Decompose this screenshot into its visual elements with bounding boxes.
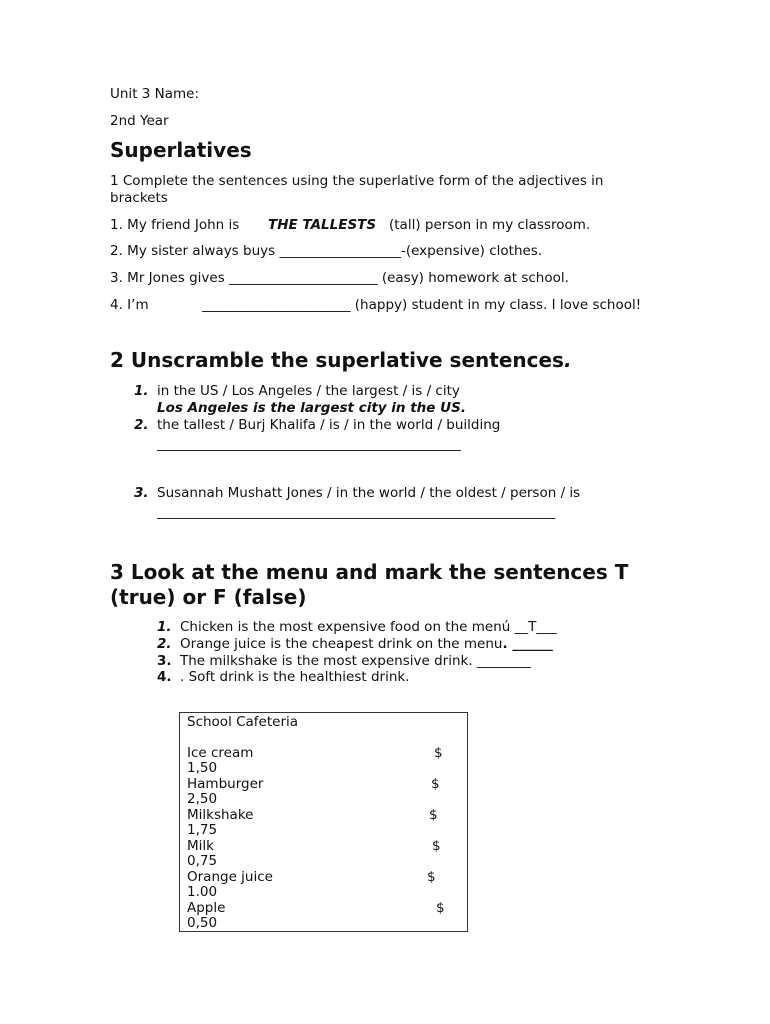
section3-item-1-number: 1. (157, 619, 172, 635)
menu-item-currency: $ (431, 776, 440, 792)
section2-item-3-number: 3. (134, 485, 149, 501)
section3-item-2 (180, 636, 553, 652)
section1-item-1-answer: THE TALLESTS (268, 217, 377, 233)
section3-item-1-text: Chicken is the most expensive food on the menú __T___ (180, 619, 557, 635)
menu-item-price: 0,75 (187, 853, 218, 869)
section1-item-1-prefix: 1. My friend John is (110, 217, 240, 233)
section3-item-4-number: 4. (157, 669, 172, 685)
section2-item-1-answer: Los Angeles is the largest city in the US. (157, 400, 466, 416)
section3-title-line2: (true) or F (false) (110, 585, 307, 609)
section3-title-line1: 3 Look at the menu and mark the sentences T (110, 560, 629, 584)
year-label: 2nd Year (110, 113, 169, 129)
menu-item-price: 1,50 (187, 760, 218, 776)
menu-item-price: 0,50 (187, 915, 218, 931)
section1-item-4-suffix: ______________________ (happy) student in my class. I love school! (202, 297, 642, 313)
menu-item-name: Milkshake (187, 807, 254, 823)
section2-title-text: 2 Unscramble the superlative sentences (110, 348, 564, 372)
section1-item-4-prefix: 4. I’m (110, 297, 149, 313)
section2-title-period: . (563, 348, 572, 372)
section2-item-1-number: 1. (134, 383, 149, 399)
unit-name-label: Unit 3 Name: (110, 86, 200, 102)
menu-item-name: Milk (187, 838, 214, 854)
menu-item-currency: $ (429, 807, 438, 823)
section3-item-3-number: 3. (157, 653, 172, 669)
section2-item-2-text: the tallest / Burj Khalifa / is / in the world / building (157, 417, 501, 433)
menu-item-price: 1.00 (187, 884, 218, 900)
section1-item-2: 2. My sister always buys __________________-(expensive) clothes. (110, 243, 543, 259)
section3-item-4-text: . Soft drink is the healthiest drink. (180, 669, 410, 685)
menu-item-currency: $ (434, 745, 443, 761)
menu-item-currency: $ (436, 900, 445, 916)
menu-item-name: Ice cream (187, 745, 254, 761)
section1-item-1-suffix: (tall) person in my classroom. (389, 217, 591, 233)
section1-item-3: 3. Mr Jones gives ______________________ (easy) homework at school. (110, 270, 569, 286)
menu-item-name: Orange juice (187, 869, 273, 885)
section1-title: Superlatives (110, 138, 252, 162)
section2-item-1-text: in the US / Los Angeles / the largest / is / city (157, 383, 460, 399)
section2-item-3-text: Susannah Mushatt Jones / in the world / the oldest / person / is (157, 485, 581, 501)
menu-item-currency: $ (432, 838, 441, 854)
section2-item-2-blank[interactable]: _____________________________________________ (157, 436, 461, 452)
menu-title: School Cafeteria (187, 714, 299, 730)
menu-item-name: Hamburger (187, 776, 264, 792)
section3-item-2-bold-end: . ______ (502, 636, 553, 652)
section1-instruction-line2: brackets (110, 190, 168, 206)
menu-item-price: 1,75 (187, 822, 218, 838)
section1-instruction-line1: 1 Complete the sentences using the superlative form of the adjectives in (110, 173, 604, 189)
section3-item-2-number: 2. (157, 636, 172, 652)
menu-item-price: 2,50 (187, 791, 218, 807)
menu-item-currency: $ (427, 869, 436, 885)
section3-item-3-text: The milkshake is the most expensive drink. ________ (180, 653, 531, 669)
section2-title (110, 348, 572, 372)
menu-item-name: Apple (187, 900, 226, 916)
section3-item-2-text: Orange juice is the cheapest drink on the menu (180, 636, 503, 652)
cafeteria-menu-box (179, 712, 468, 932)
section2-item-3-blank[interactable]: ___________________________________________________________ (157, 504, 556, 520)
section2-item-2-number: 2. (134, 417, 149, 433)
